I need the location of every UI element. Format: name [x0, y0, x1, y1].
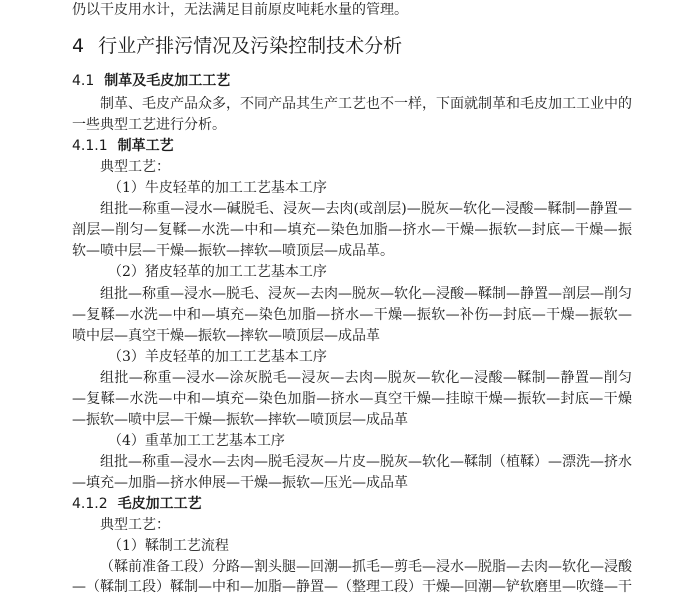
section-heading-4-1 — [72, 71, 230, 91]
section-number: 4.1.1 — [72, 138, 108, 154]
section-number: 4 — [72, 35, 85, 57]
typical-process-label: 典型工艺： — [100, 159, 170, 175]
section-heading-4-1-2 — [72, 494, 202, 514]
paragraph-line: 一些典型工艺进行分析。 — [72, 117, 226, 133]
process-line: 组批—称重—浸水—脱毛、浸灰—去肉—脱灰—软化—浸酸—鞣制—静置—剖层—削匀 — [100, 286, 632, 302]
section-title: 行业产排污情况及污染控制技术分析 — [98, 35, 403, 57]
typical-process-label: 典型工艺： — [100, 517, 170, 533]
process-title: （1）鞣制工艺流程 — [108, 538, 229, 554]
process-line: 组批—称重—浸水—去肉—脱毛浸灰—片皮—脱灰—软化—鞣制（植鞣）—漂洗—挤水 — [100, 454, 632, 470]
paragraph-continuation: 仍以干皮用水计，无法满足目前原皮吨耗水量的管理。 — [72, 2, 408, 18]
process-title: （4）重革加工工艺基本工序 — [108, 433, 285, 449]
section-title: 毛皮加工工艺 — [117, 496, 202, 512]
section-number: 4.1 — [72, 73, 95, 89]
process-title: （1）牛皮轻革的加工工艺基本工序 — [108, 180, 327, 196]
process-line: —（鞣制工段）鞣制—中和—加脂—静置—（整理工段）干燥—回潮—铲软磨里—吹缝—干 — [72, 579, 632, 595]
paragraph-line: 制革、毛皮产品众多，不同产品其生产工艺也不一样，下面就制革和毛皮加工工业中的 — [100, 96, 632, 112]
process-line: （鞣前准备工段）分路—割头腿—回潮—抓毛—剪毛—浸水—脱脂—去肉—软化—浸酸 — [100, 559, 632, 575]
section-heading-4 — [72, 33, 402, 59]
section-heading-4-1-1 — [72, 136, 174, 156]
process-line: —填充—加脂—挤水伸展—干燥—振软—压光—成品革 — [72, 475, 408, 491]
process-title: （2）猪皮轻革的加工工艺基本工序 — [108, 264, 327, 280]
process-line: 组批—称重—浸水—涂灰脱毛—浸灰—去肉—脱灰—软化—浸酸—鞣制—静置—削匀 — [100, 370, 632, 386]
section-number: 4.1.2 — [72, 496, 108, 512]
process-line: 软—喷中层—干燥—振软—摔软—喷顶层—成品革。 — [72, 243, 394, 259]
process-line: 剖层—削匀—复鞣—水洗—中和—填充—染色加脂—挤水—干燥—振软—封底—干燥—振 — [72, 222, 632, 238]
section-title: 制革及毛皮加工工艺 — [104, 73, 231, 89]
process-line: —复鞣—水洗—中和—填充—染色加脂—挤水—真空干燥—挂晾干燥—振软—封底—干燥 — [72, 391, 632, 407]
section-title: 制革工艺 — [117, 138, 174, 154]
process-line: 喷中层—真空干燥—振软—摔软—喷顶层—成品革 — [72, 328, 380, 344]
process-line: —复鞣—水洗—中和—填充—染色加脂—挤水—干燥—振软—补伤—封底—干燥—振软— — [72, 307, 632, 323]
process-title: （3）羊皮轻革的加工工艺基本工序 — [108, 349, 327, 365]
process-line: —振软—喷中层—干燥—振软—摔软—喷顶层—成品革 — [72, 412, 408, 428]
process-line: 组批—称重—浸水—碱脱毛、浸灰—去肉(或剖层)—脱灰—软化—浸酸—鞣制—静置— — [100, 201, 632, 217]
